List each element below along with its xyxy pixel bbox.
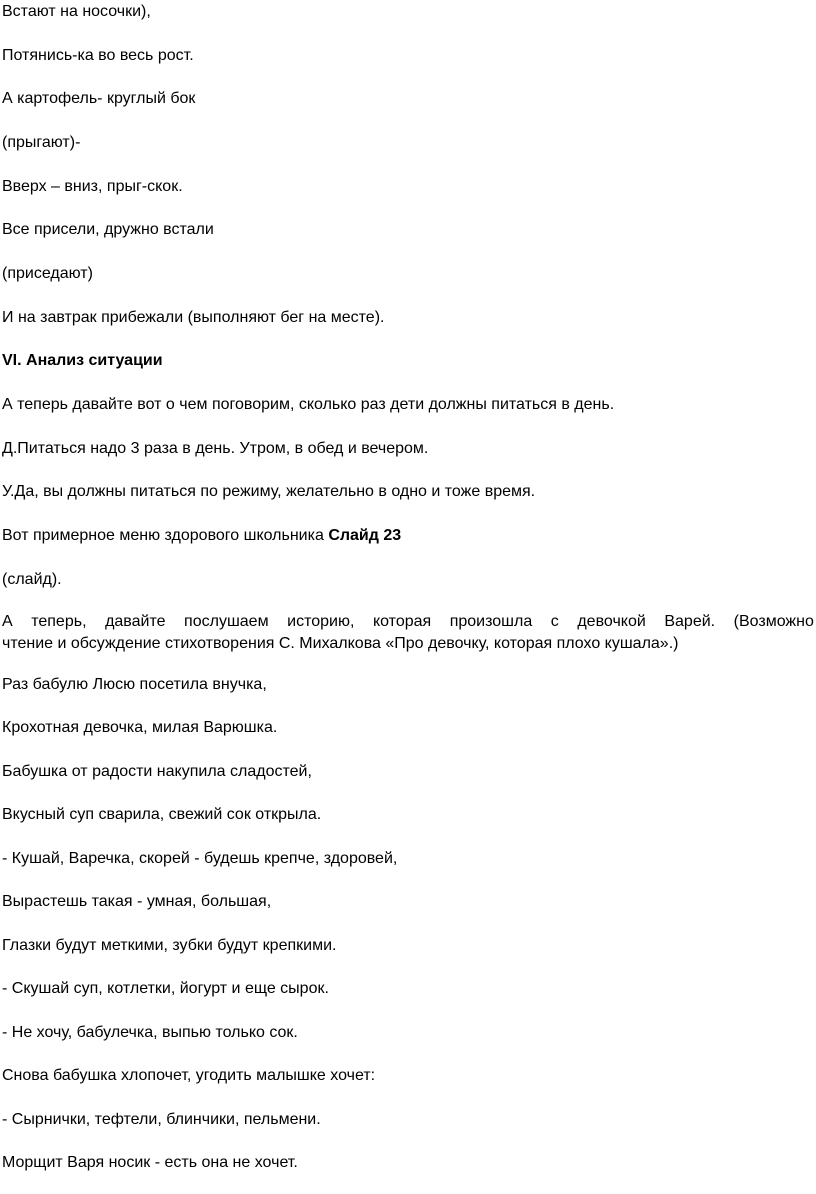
story-intro-word: произошла [449, 613, 533, 630]
story-intro-word: А [2, 613, 13, 630]
text-line: Все присели, дружно встали [2, 221, 214, 238]
story-intro-text: чтение и обсуждение стихотворения С. Михалкова «Про девочку, которая плохо кушала».) [2, 635, 679, 652]
story-intro-line [2, 611, 814, 633]
story-intro-word: которая [372, 613, 432, 630]
story-intro-word: давайте [105, 613, 166, 630]
story-intro-word: историю, [287, 613, 355, 630]
story-intro-line [2, 633, 814, 655]
text-line: Потянись-ка во весь рост. [2, 47, 194, 64]
slide-reference: Слайд 23 [328, 527, 402, 544]
dialogue-line: У.Да, вы должны питаться по режиму, желательно в одно и тоже время. [2, 483, 536, 500]
story-intro-word: (Возможно [733, 613, 814, 630]
poem-line: - Не хочу, бабулечка, выпью только сок. [2, 1024, 298, 1041]
story-intro-word: теперь, [31, 613, 87, 630]
story-intro-word: с [550, 613, 559, 630]
story-intro-word: Варей. [664, 613, 716, 630]
story-intro-word: послушаем [184, 613, 269, 630]
section-heading: VI. Анализ ситуации [2, 352, 163, 369]
story-intro-word: девочкой [577, 613, 646, 630]
poem-line: Раз бабулю Люсю посетила внучка, [2, 676, 267, 693]
poem-line: Снова бабушка хлопочет, угодить малышке хочет: [2, 1067, 376, 1084]
text-line: А картофель- круглый бок [2, 90, 196, 107]
dialogue-line: Д.Питаться надо 3 раза в день. Утром, в обед и вечером. [2, 440, 429, 457]
slide-note: (слайд). [2, 571, 62, 588]
text-line: И на завтрак прибежали (выполняют бег на месте). [2, 309, 385, 326]
text-line: (прыгают)- [2, 134, 81, 151]
poem-line: Крохотная девочка, милая Варюшка. [2, 719, 278, 736]
dialogue-line: А теперь давайте вот о чем поговорим, сколько раз дети должны питаться в день. [2, 396, 615, 413]
poem-line: Бабушка от радости накупила сладостей, [2, 763, 312, 780]
story-intro-paragraph [2, 611, 814, 655]
poem-line: Вырастешь такая - умная, большая, [2, 893, 272, 910]
text-line: Вверх – вниз, прыг-скок. [2, 178, 183, 195]
menu-line-text: Вот примерное меню здорового школьника [2, 527, 329, 544]
poem-line: - Скушай суп, котлетки, йогурт и еще сырок. [2, 980, 329, 997]
menu-line [2, 526, 401, 546]
poem-line: Морщит Варя носик - есть она не хочет. [2, 1154, 298, 1171]
poem-line: Глазки будут меткими, зубки будут крепкими. [2, 937, 337, 954]
text-line: Встают на носочки), [2, 3, 151, 20]
text-line: (приседают) [2, 265, 93, 282]
poem-line: Вкусный суп сварила, свежий сок открыла. [2, 806, 322, 823]
poem-line: - Кушай, Варечка, скорей - будешь крепче, здоровей, [2, 850, 398, 867]
poem-line: - Сырнички, тефтели, блинчики, пельмени. [2, 1111, 321, 1128]
